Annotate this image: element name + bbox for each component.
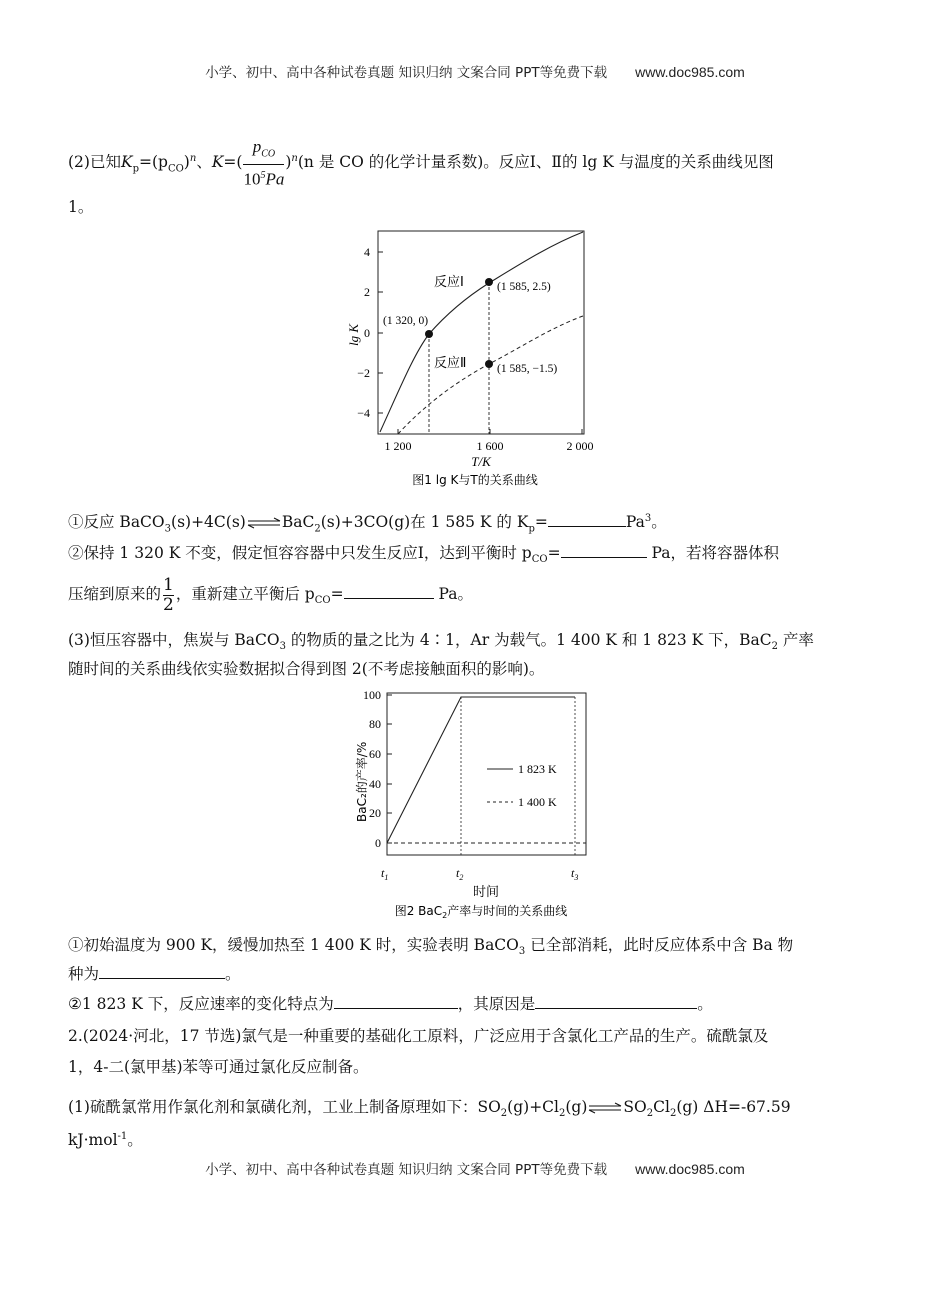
a1-mid3: (s)+3CO(g)在 1 585 K 的 K: [320, 513, 529, 532]
page-header: [0, 61, 950, 81]
c4-end: 。: [127, 1131, 143, 1150]
equilibrium-arrow-icon-2: [587, 1102, 623, 1114]
xtick-1600: 1 600: [476, 439, 504, 453]
c4: kJ·mol: [68, 1131, 118, 1150]
frac-num-sub: CO: [261, 148, 276, 160]
a1-unit-sup: 3: [644, 513, 652, 524]
c3-c: (g): [565, 1098, 588, 1116]
a1-sub3: p: [528, 523, 535, 535]
q-next-line4: [68, 1126, 888, 1151]
q3-part1-cont: [68, 963, 888, 985]
c3-e: Cl: [653, 1098, 670, 1116]
q2-part2: [68, 542, 888, 571]
kp-sub: p: [132, 163, 139, 175]
a1-mid2: BaC: [281, 513, 315, 532]
point-1320-0: [425, 330, 433, 338]
answer-blank-pco-2[interactable]: [344, 585, 434, 599]
kp-n: n: [189, 153, 197, 164]
footer-site: www.doc985.com: [635, 1161, 745, 1177]
label-pt-c: (1 585, −1.5): [497, 363, 558, 375]
ytick-2: 2: [364, 285, 370, 299]
b1-sub: 3: [518, 946, 526, 958]
q-next-line3: [68, 1096, 888, 1125]
b1: ①初始温度为 900 K，缓慢加热至 1 400 K 时，实验表明 BaCO: [68, 936, 519, 954]
a2-sub: CO: [531, 554, 548, 566]
k-close: ): [285, 153, 292, 172]
a2-eq: =: [547, 544, 561, 562]
c3-f: (g) ΔH=-67.59: [676, 1098, 791, 1116]
fig2-xlabel: 时间: [472, 885, 500, 900]
b3: ②1 823 K 下，反应速率的变化特点为: [68, 995, 334, 1013]
q3-l1-c: 产率: [777, 631, 814, 649]
ytick-0: 0: [364, 326, 370, 340]
answer-blank-reason[interactable]: [535, 995, 697, 1009]
q2-prefix: (2)已知: [68, 153, 121, 172]
fig2-caption: 图2 BaC$_2$产率与时间的关系曲线: [394, 904, 568, 920]
a3-mid: ，重新建立平衡后 p: [175, 585, 315, 603]
xtick-t1: $t_1$: [381, 866, 389, 882]
frac-den-unit: Pa: [265, 169, 285, 189]
q2-statement: [68, 136, 888, 189]
q2-part3: [68, 572, 888, 616]
header-text: 小学、初中、高中各种试卷真题 知识归纳 文案合同 PPT等免费下载: [205, 65, 608, 81]
f2-ytick-0: 0: [375, 836, 381, 850]
fig1-ylabel: lg K: [346, 323, 361, 346]
label-reaction-2: 反应Ⅱ: [434, 356, 467, 371]
c3-d: SO: [623, 1098, 647, 1116]
a2-rest: Pa，若将容器体积: [646, 544, 779, 562]
figure-2: [0, 683, 950, 923]
q3-l1: (3)恒压容器中，焦炭与 BaCO: [68, 631, 280, 649]
header-site: www.doc985.com: [635, 64, 745, 80]
f2-ytick-40: 40: [369, 777, 381, 791]
a1-pre: ①反应 BaCO: [68, 513, 165, 532]
a1-unit: Pa: [625, 513, 645, 532]
c3-sub3: 2: [646, 1108, 654, 1120]
c3-b: (g)+Cl: [507, 1098, 559, 1116]
answer-blank-rate-feature[interactable]: [334, 995, 458, 1009]
fig1-xlabel: T/K: [471, 454, 491, 469]
q3-l1-b: 的物质的量之比为 4∶1，Ar 为载气。1 400 K 和 1 823 K 下，BaC: [285, 631, 772, 649]
label-pt-a: (1 320, 0): [383, 315, 429, 327]
b3-end: 。: [697, 995, 713, 1013]
answer-blank-ba-species[interactable]: [99, 965, 225, 979]
xtick-t3: $t_3$: [571, 866, 579, 882]
legend2-label: 1 400 K: [518, 795, 557, 809]
b1-b: 已全部消耗，此时反应体系中含 Ba 物: [525, 936, 794, 954]
b3-mid: ，其原因是: [457, 995, 536, 1013]
q2-rest: (n 是 CO 的化学计量系数)。反应Ⅰ、Ⅱ的 lg K 与温度的关系曲线见图: [297, 153, 774, 172]
b2: 种为: [68, 965, 100, 983]
frac-den: 10: [243, 169, 261, 189]
q3-part2: [68, 993, 888, 1015]
kp-symbol: K: [120, 153, 133, 172]
q3-l1-sub: 3: [279, 641, 286, 653]
co-sub: CO: [167, 163, 184, 175]
label-reaction-1: 反应Ⅰ: [434, 275, 464, 290]
a3-sub: CO: [314, 595, 331, 607]
c3-pre: (1)硫酰氯常用作氯化剂和氯磺化剂，工业上制备原理如下：SO: [68, 1098, 501, 1116]
kp-close: ): [183, 153, 190, 172]
ytick-m4: −4: [357, 406, 370, 420]
half-num: 1: [163, 574, 174, 595]
a1-end: 。: [651, 513, 667, 532]
a3-end: Pa。: [433, 585, 473, 603]
c3-sub2: 2: [559, 1108, 566, 1120]
b2-end: 。: [225, 965, 241, 983]
figure-1: [0, 222, 950, 492]
fig1-caption: 图1 lg K与T的关系曲线: [412, 473, 538, 487]
xtick-2000: 2 000: [566, 439, 594, 453]
a1-eq: =: [534, 513, 548, 532]
label-pt-b: (1 585, 2.5): [497, 281, 551, 293]
q3-l1-sub2: 2: [771, 641, 778, 653]
fig1-frame: [378, 231, 584, 434]
xtick-t2: $t_2$: [456, 866, 464, 882]
half-fraction: [163, 576, 174, 615]
frac-den-sup: 5: [260, 170, 266, 182]
point-1585-m1.5: [485, 360, 493, 368]
q2-statement-end: 1。: [68, 198, 94, 216]
point-1585-2.5: [485, 278, 493, 286]
sep: 、: [196, 153, 212, 172]
equilibrium-arrow-icon: [246, 517, 282, 529]
q3-line2: 随时间的关系曲线依实验数据拟合得到图 2(不考虑接触面积的影响)。: [68, 660, 545, 678]
c3-sub4: 2: [669, 1108, 677, 1120]
c4-sup: -1: [117, 1131, 128, 1142]
k-eq: =(: [223, 153, 243, 172]
c3-sub1: 2: [500, 1108, 508, 1120]
q3-part1: [68, 934, 888, 963]
curve-reaction-1: [380, 232, 583, 432]
k-symbol: K: [211, 153, 224, 172]
legend1-label: 1 823 K: [518, 762, 557, 776]
answer-blank-kp[interactable]: [548, 513, 626, 527]
ytick-4: 4: [364, 245, 370, 259]
q3-line1: [68, 629, 888, 658]
f2-ytick-20: 20: [369, 806, 381, 820]
a1-sub1: 3: [164, 523, 172, 535]
f2-ytick-100: 100: [363, 688, 381, 702]
frac-num: p: [252, 136, 262, 156]
k-n: n: [291, 153, 298, 164]
k-fraction: [243, 137, 284, 190]
q-next-line1: 2.(2024·河北，17 节选)氯气是一种重要的基础化工原料，广泛应用于含氯化工产品的生产。硫酰氯及: [68, 1027, 769, 1045]
fig2-xticks: [381, 866, 578, 882]
q-next-line2: 1，4-二(氯甲基)苯等可通过氯化反应制备。: [68, 1058, 369, 1076]
a2-pre: ②保持 1 320 K 不变，假定恒容容器中只发生反应Ⅰ，达到平衡时 p: [68, 544, 532, 562]
fig1-yticks: [357, 245, 383, 420]
f2-ytick-80: 80: [369, 717, 381, 731]
a3-eq: =: [330, 585, 344, 603]
footer-text: 小学、初中、高中各种试卷真题 知识归纳 文案合同 PPT等免费下载: [205, 1162, 608, 1178]
f2-ytick-60: 60: [369, 747, 381, 761]
half-den: 2: [163, 594, 174, 615]
ytick-m2: −2: [357, 366, 370, 380]
fig2-ylabel: BaC₂的产率/%: [355, 741, 369, 822]
kp-eq: =(p: [138, 153, 168, 172]
q2-part1: [68, 508, 888, 540]
answer-blank-pco-1[interactable]: [561, 544, 647, 558]
page-footer: [0, 1158, 950, 1178]
a3-pre: 压缩到原来的: [68, 585, 162, 603]
a1-sub2: 2: [314, 523, 321, 535]
xtick-1200: 1 200: [384, 439, 412, 453]
a1-mid1: (s)+4C(s): [171, 513, 246, 532]
